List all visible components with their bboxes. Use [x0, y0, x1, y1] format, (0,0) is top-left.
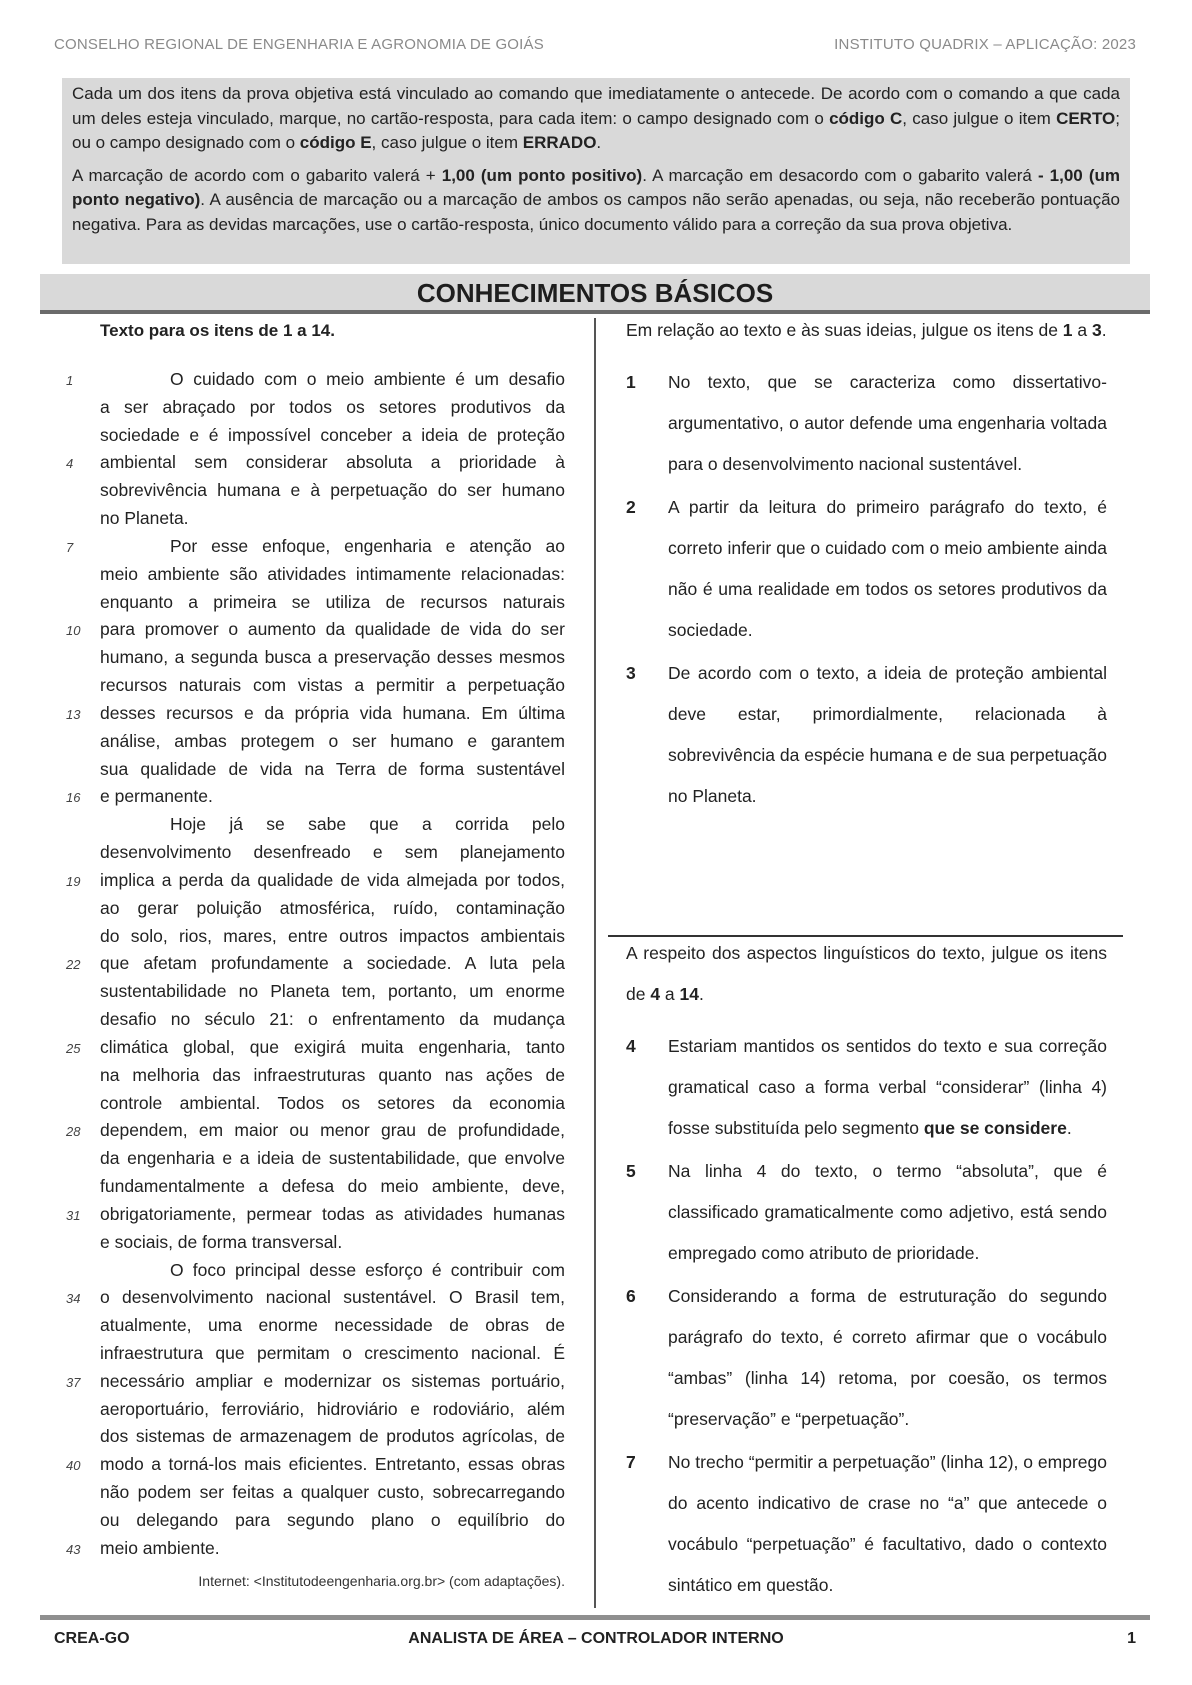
- passage-line: [62, 700, 565, 728]
- right-column: [626, 318, 1107, 817]
- page-number: 1: [1127, 1630, 1136, 1647]
- line-number: 25: [66, 1040, 81, 1056]
- line-text: desafio no século 21: o enfrentamento da mudança: [100, 1009, 565, 1030]
- line-text: análise, ambas protegem o ser humano e garantem: [100, 730, 565, 751]
- text-run: .: [1066, 1118, 1072, 1138]
- question-item: [626, 1276, 1107, 1440]
- line-number: 40: [66, 1458, 81, 1474]
- bold-text: 1,00 (um ponto positivo): [441, 165, 643, 185]
- section-title: CONHECIMENTOS BÁSICOS: [416, 278, 774, 308]
- line-text: Por esse enfoque, engenharia e atenção ao: [170, 535, 565, 556]
- text-run: ; ou o campo designado com o: [72, 108, 1120, 152]
- line-number: 4: [66, 456, 74, 472]
- line-text: sociedade e é impossível conceber a ideia de proteção: [100, 424, 565, 445]
- line-text: e sociais, de forma transversal.: [100, 1231, 343, 1252]
- passage-line: [62, 672, 565, 700]
- passage-line: [62, 1006, 565, 1034]
- bold-text: 4: [650, 984, 661, 1004]
- question-item: [626, 487, 1107, 651]
- passage-line: [62, 1117, 565, 1145]
- line-text: fundamentalmente a defesa do meio ambiente, deve,: [100, 1176, 565, 1197]
- line-text: ambiental sem considerar absoluta a prioridade à: [100, 452, 565, 473]
- text-run: .: [1101, 320, 1107, 340]
- line-text: a ser abraçado por todos os setores produtivos da: [100, 396, 565, 417]
- passage-line: [62, 1090, 565, 1118]
- line-number: 1: [66, 373, 74, 388]
- footer-position: ANALISTA DE ÁREA – CONTROLADOR INTERNO: [408, 1630, 784, 1647]
- text-run: . A ausência de marcação ou a marcação de ambos os campos não serão apenadas, ou seja, não receberão pontuação negativa. Para as devidas marcações, use o cartão-resposta, único documento válido para a correção da sua prova objetiva.: [72, 190, 1121, 234]
- line-number: 43: [66, 1541, 81, 1557]
- header-exam-board: INSTITUTO QUADRIX – APLICAÇÃO: 2023: [834, 36, 1136, 53]
- passage-line: [62, 1173, 565, 1201]
- line-text: atualmente, uma enorme necessidade de obras de: [100, 1315, 565, 1336]
- passage-line: [62, 505, 565, 533]
- right-column-group2: [626, 933, 1107, 1606]
- line-text: dependem, em maior ou menor grau de profundidade,: [100, 1120, 565, 1141]
- header-organization: CONSELHO REGIONAL DE ENGENHARIA E AGRONOMIA DE GOIÁS: [54, 36, 544, 53]
- line-text: climática global, que exigirá muita engenharia, tanto: [100, 1036, 565, 1057]
- question-item: [626, 653, 1107, 817]
- passage-line: [62, 923, 565, 951]
- text-run: De acordo com o texto, a ideia de proteção ambiental deve estar, primordialmente, relacionada à sobrevivência da espécie humana e de sua perpetuação no Planeta.: [668, 663, 1107, 806]
- question-number: 3: [626, 663, 636, 683]
- question-number: 2: [626, 497, 636, 517]
- line-text: implica a perda da qualidade de vida almejada por todos,: [100, 869, 565, 890]
- passage-line: [62, 756, 565, 784]
- line-text: sustentabilidade no Planeta tem, portanto, um enorme: [100, 981, 565, 1002]
- passage-line: [62, 811, 565, 839]
- line-number: 22: [66, 957, 81, 973]
- question-number: 5: [626, 1161, 636, 1181]
- passage-line: [62, 616, 565, 644]
- text-run: . A marcação em desacordo com o gabarito valerá: [642, 165, 1038, 185]
- bold-text: - 1,00 (um ponto negativo): [72, 165, 1120, 209]
- line-text: não podem ser feitas a qualquer custo, sobrecarregando: [100, 1482, 565, 1503]
- passage-line: [62, 1034, 565, 1062]
- passage-line: [62, 978, 565, 1006]
- line-text: humano, a segunda busca a preservação desses mesmos: [100, 647, 565, 668]
- group1-items: [626, 362, 1107, 817]
- text-run: Cada um dos itens da prova objetiva está vinculado ao comando que imediatamente o antecede. De acordo com o comando a que cada um deles esteja vinculado, marque, no cartão-resposta, para cada item: o campo designado com o: [72, 84, 1120, 128]
- passage-line: [62, 867, 565, 895]
- bold-text: 14: [679, 984, 699, 1004]
- text-run: , caso julgue o item: [902, 108, 1057, 128]
- question-text: [668, 1442, 1107, 1606]
- passage-line: [62, 589, 565, 617]
- passage-line: [62, 561, 565, 589]
- passage-line: [62, 1479, 565, 1507]
- passage-line: [62, 1368, 565, 1396]
- line-text: ou delegando para segundo plano o equilíbrio do: [100, 1509, 565, 1530]
- passage-line: [62, 1340, 565, 1368]
- question-number: 1: [626, 372, 636, 392]
- line-text: aeroportuário, ferroviário, hidroviário e rodoviário, além: [100, 1398, 565, 1419]
- line-number: 34: [66, 1291, 81, 1307]
- text-run: No texto, que se caracteriza como dissertativo-argumentativo, o autor defende uma engenharia voltada para o desenvolvimento nacional sustentável.: [668, 372, 1107, 474]
- passage-line: [62, 1507, 565, 1535]
- footer-rule: [40, 1615, 1150, 1620]
- text-run: A marcação de acordo com o gabarito valerá +: [72, 165, 442, 185]
- question-item: [626, 1442, 1107, 1606]
- passage-line: [62, 1257, 565, 1285]
- line-text: da engenharia e a ideia de sustentabilidade, que envolve: [100, 1148, 565, 1169]
- instructions-paragraph-1: [72, 82, 1120, 156]
- passage-line: [62, 1145, 565, 1173]
- text-run: Na linha 4 do texto, o termo “absoluta”, que é classificado gramaticalmente como adjetivo, está sendo empregado como atributo de prioridade.: [668, 1161, 1107, 1263]
- question-number: 6: [626, 1286, 636, 1306]
- line-number: 10: [66, 623, 81, 639]
- question-text: [668, 1276, 1107, 1440]
- passage-line: [62, 366, 565, 394]
- line-text: que afetam profundamente a sociedade. A luta pela: [100, 953, 565, 974]
- line-text: na melhoria das infraestruturas quanto nas ações de: [100, 1064, 565, 1085]
- passage-line: [62, 449, 565, 477]
- question-text: [668, 653, 1107, 817]
- passage-line: [62, 728, 565, 756]
- passage-line: [62, 895, 565, 923]
- passage-line: [62, 394, 565, 422]
- line-number: 28: [66, 1124, 81, 1140]
- passage-line: [62, 839, 565, 867]
- question-number: 4: [626, 1036, 636, 1056]
- line-text: ao gerar poluição atmosférica, ruído, contaminação: [100, 897, 565, 918]
- line-number: 19: [66, 873, 81, 889]
- passage-line: [62, 783, 565, 811]
- question-text: [668, 1151, 1107, 1274]
- line-text: desenvolvimento desenfreado e sem planejamento: [100, 842, 565, 863]
- text-run: A respeito dos aspectos linguísticos do texto, julgue os itens de: [626, 943, 1107, 1004]
- passage-line: [62, 1396, 565, 1424]
- bold-text: CERTO: [1056, 108, 1116, 128]
- passage-line: [62, 533, 565, 561]
- line-text: necessário ampliar e modernizar os sistemas portuário,: [100, 1370, 565, 1391]
- line-text: meio ambiente.: [100, 1537, 220, 1558]
- column-divider: [594, 318, 596, 1608]
- text-run: A partir da leitura do primeiro parágrafo do texto, é correto inferir que o cuidado com o meio ambiente ainda não é uma realidade em todos os setores produtivos da sociedade.: [668, 497, 1107, 640]
- passage-line: [62, 1535, 565, 1563]
- line-number: 16: [66, 790, 81, 806]
- line-text: meio ambiente são atividades intimamente relacionadas:: [100, 563, 565, 584]
- passage-line: [62, 950, 565, 978]
- line-text: obrigatoriamente, permear todas as atividades humanas: [100, 1203, 565, 1224]
- question-number: 7: [626, 1452, 636, 1472]
- text-run: a: [1072, 320, 1092, 340]
- group1-intro: [626, 310, 1107, 351]
- line-text: sua qualidade de vida na Terra de forma sustentável: [100, 758, 565, 779]
- line-number: 31: [66, 1207, 81, 1223]
- text-run: a: [660, 984, 680, 1004]
- line-text: sobrevivência humana e à perpetuação do ser humano: [100, 480, 565, 501]
- footer-code: CREA-GO: [54, 1630, 130, 1647]
- passage-line: [62, 477, 565, 505]
- passage-line: [62, 1423, 565, 1451]
- passage-line: [62, 1201, 565, 1229]
- line-number: 7: [66, 539, 74, 555]
- text-run: .: [699, 984, 704, 1004]
- text-run: Em relação ao texto e às suas ideias, julgue os itens de: [626, 320, 1063, 340]
- passage-line: [62, 1312, 565, 1340]
- text-run: Considerando a forma de estruturação do segundo parágrafo do texto, é correto afirmar que o vocábulo “ambas” (linha 14) retoma, por coesão, os termos “preservação” e “perpetuação”.: [668, 1286, 1107, 1429]
- passage-line: [62, 644, 565, 672]
- bold-text: código C: [829, 108, 903, 128]
- line-text: o desenvolvimento nacional sustentável. O Brasil tem,: [100, 1287, 565, 1308]
- bold-text: que se considere: [923, 1118, 1067, 1138]
- text-run: , caso julgue o item: [371, 133, 523, 152]
- left-column: [62, 318, 565, 1589]
- line-number: 37: [66, 1374, 81, 1390]
- group2-items: [626, 1026, 1107, 1606]
- bold-text: ERRADO: [522, 133, 597, 152]
- line-text: no Planeta.: [100, 508, 189, 529]
- line-text: O cuidado com o meio ambiente é um desafio: [170, 369, 565, 389]
- line-text: e permanente.: [100, 786, 213, 807]
- line-text: recursos naturais com vistas a permitir a perpetuação: [100, 675, 565, 696]
- question-item: [626, 362, 1107, 485]
- question-text: [668, 487, 1107, 651]
- line-text: enquanto a primeira se utiliza de recursos naturais: [100, 591, 565, 612]
- text-title: Texto para os itens de 1 a 14.: [100, 321, 335, 340]
- text-source: Internet: <Institutodeengenharia.org.br> (com adaptações).: [198, 1572, 565, 1589]
- question-text: [668, 1026, 1107, 1149]
- line-text: infraestrutura que permitam o crescimento nacional. É: [100, 1342, 565, 1363]
- line-text: desses recursos e da própria vida humana. Em última: [100, 702, 565, 723]
- bold-text: 3: [1092, 320, 1102, 340]
- text-run: Estariam mantidos os sentidos do texto e sua correção gramatical caso a forma verbal “considerar” (linha 4) fosse substituída pelo segmento: [668, 1036, 1107, 1138]
- question-text: [668, 362, 1107, 485]
- line-text: O foco principal desse esforço é contribuir com: [170, 1259, 565, 1280]
- passage: [62, 366, 565, 1563]
- line-text: controle ambiental. Todos os setores da economia: [100, 1092, 565, 1113]
- bold-text: código E: [299, 133, 372, 152]
- passage-line: [62, 1062, 565, 1090]
- instructions-paragraph-2: [72, 164, 1120, 238]
- passage-line: [62, 1451, 565, 1479]
- question-item: [626, 1026, 1107, 1149]
- instructions-box: [62, 78, 1130, 264]
- line-text: Hoje já se sabe que a corrida pelo: [170, 814, 565, 835]
- line-text: do solo, rios, mares, entre outros impactos ambientais: [100, 925, 565, 946]
- passage-line: [62, 1284, 565, 1312]
- group2-intro: [626, 933, 1107, 1015]
- line-text: para promover o aumento da qualidade de vida do ser: [100, 619, 565, 640]
- line-text: dos sistemas de armazenagem de produtos agrícolas, de: [100, 1426, 565, 1447]
- section-title-bar: [40, 274, 1150, 314]
- bold-text: 1: [1062, 320, 1073, 340]
- text-run: .: [596, 133, 602, 152]
- passage-line: [62, 422, 565, 450]
- question-item: [626, 1151, 1107, 1274]
- line-number: 13: [66, 706, 81, 722]
- passage-line: [62, 1229, 565, 1257]
- text-run: No trecho “permitir a perpetuação” (linha 12), o emprego do acento indicativo de crase no “a” que antecede o vocábulo “perpetuação” é facultativo, dado o contexto sintático em questão.: [668, 1452, 1107, 1595]
- line-text: modo a torná-los mais eficientes. Entretanto, essas obras: [100, 1454, 565, 1475]
